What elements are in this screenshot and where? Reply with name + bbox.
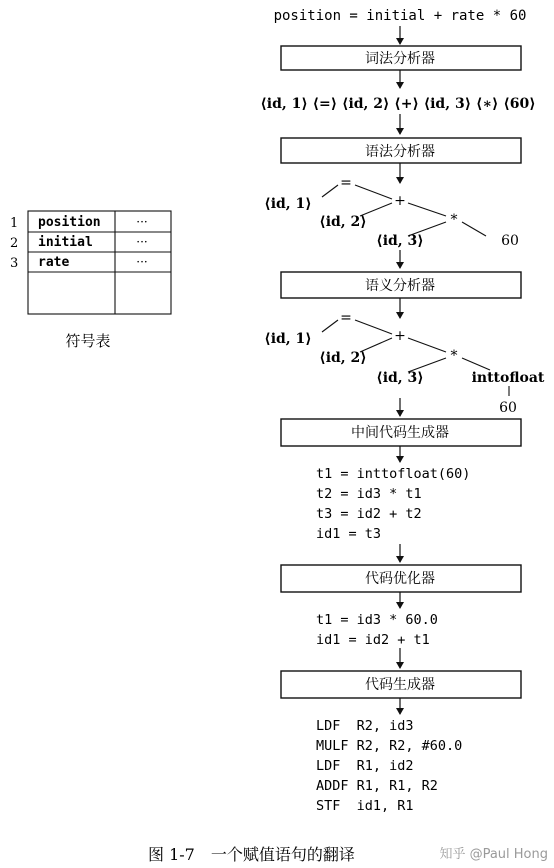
code-line: id1 = id2 + t1 <box>316 632 430 648</box>
phase-lexer-label: 词法分析器 <box>365 51 435 67</box>
intermediate-code <box>316 466 470 542</box>
phase-parser-label: 语法分析器 <box>365 144 435 160</box>
phase-icg-label: 中间代码生成器 <box>351 425 449 441</box>
symbol-row-number: 2 <box>10 236 19 251</box>
code-line: t1 = id3 * 60.0 <box>316 612 438 628</box>
phase-semantic <box>281 272 521 298</box>
tree1-id3: ⟨id, 3⟩ <box>376 233 424 249</box>
phase-optimizer-label: 代码优化器 <box>365 571 435 587</box>
source-statement: position = initial + rate * 60 <box>273 8 527 24</box>
tree1-id1: ⟨id, 1⟩ <box>264 196 312 212</box>
token-stream: ⟨id, 1⟩ ⟨=⟩ ⟨id, 2⟩ ⟨+⟩ ⟨id, 3⟩ ⟨∗⟩ ⟨60⟩ <box>260 96 536 112</box>
symbol-row-number: 1 <box>10 216 19 231</box>
code-line: t3 = id2 + t2 <box>316 506 422 522</box>
code-line: t1 = inttofloat(60) <box>316 466 471 482</box>
tree1-num: 60 <box>501 233 519 249</box>
tree2-assign: = <box>340 310 352 326</box>
phase-semantic-label: 语义分析器 <box>365 278 435 294</box>
code-line: STF id1, R1 <box>316 798 414 814</box>
symbol-attr: ··· <box>136 235 148 249</box>
phase-codegen-label: 代码生成器 <box>365 677 435 693</box>
tree1-plus: + <box>394 193 406 209</box>
symbol-table <box>10 211 171 350</box>
symbol-table-label: 符号表 <box>65 332 111 350</box>
code-line: MULF R2, R2, #60.0 <box>316 738 463 754</box>
watermark: 知乎 @Paul Hong <box>439 847 548 862</box>
code-line: id1 = t3 <box>316 526 382 542</box>
annotated-tree <box>264 310 545 416</box>
code-line: t2 = id3 * t1 <box>316 486 422 502</box>
tree1-times: * <box>450 212 458 228</box>
tree2-conv: inttofloat <box>471 370 545 386</box>
tree2-times: * <box>450 348 458 364</box>
symbol-row-number: 3 <box>10 256 19 271</box>
tree2-num: 60 <box>499 400 517 416</box>
figure-caption: 图 1-7 一个赋值语句的翻译 <box>148 845 355 864</box>
symbol-name: position <box>38 215 101 230</box>
phase-icg <box>281 419 521 446</box>
symbol-name: initial <box>38 235 93 250</box>
symbol-name: rate <box>38 255 70 270</box>
symbol-attr: ··· <box>136 215 148 229</box>
phase-parser <box>281 138 521 163</box>
optimized-code <box>316 612 438 648</box>
syntax-tree <box>264 175 519 249</box>
symbol-attr: ··· <box>136 255 148 269</box>
code-line: LDF R2, id3 <box>316 718 414 734</box>
tree1-id2: ⟨id, 2⟩ <box>319 214 367 230</box>
code-line: LDF R1, id2 <box>316 758 414 774</box>
tree2-id1: ⟨id, 1⟩ <box>264 331 312 347</box>
tree2-plus: + <box>394 328 406 344</box>
phase-codegen <box>281 671 521 698</box>
tree1-assign: = <box>340 175 352 191</box>
tree2-id2: ⟨id, 2⟩ <box>319 350 367 366</box>
target-code <box>316 718 462 814</box>
tree2-id3: ⟨id, 3⟩ <box>376 370 424 386</box>
code-line: ADDF R1, R1, R2 <box>316 778 438 794</box>
phase-lexer <box>281 46 521 70</box>
phase-optimizer <box>281 565 521 592</box>
